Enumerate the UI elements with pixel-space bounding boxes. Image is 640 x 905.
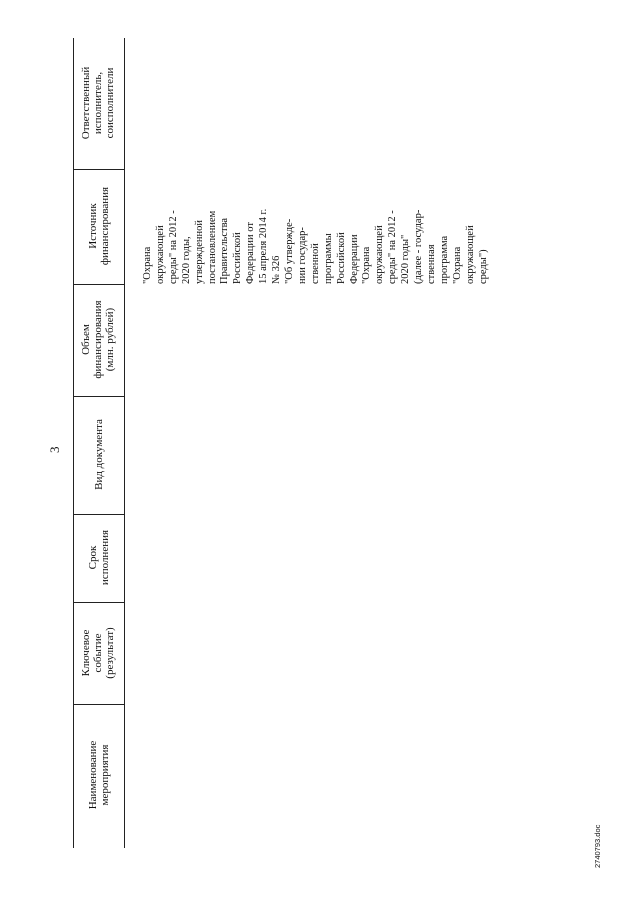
source-cell-line: "Охрана: [361, 246, 373, 284]
source-cell-line: 15 апреля 2014 г.: [258, 208, 270, 284]
source-cell-line: окружающей: [464, 225, 476, 284]
source-cell-line: среды"): [477, 249, 489, 284]
header-volume-line-2: финансирования: [92, 300, 104, 379]
source-cell-line: Правительства: [219, 217, 231, 284]
table-top-line: [73, 38, 74, 848]
source-cell-line: Федерации от: [245, 222, 257, 284]
source-cell-line: ственная: [425, 244, 437, 284]
source-cell-line: программа: [438, 235, 450, 284]
source-cell-line: Российской: [232, 232, 244, 284]
header-source: [87, 169, 111, 283]
source-cell-line: нии государ-: [296, 227, 308, 284]
source-cell-line: окружающей: [374, 225, 386, 284]
source-cell-line: программы: [322, 233, 334, 284]
source-cell-line: Российской: [335, 232, 347, 284]
header-deadline: [87, 514, 111, 601]
table-header-divider: [124, 38, 125, 848]
header-doc-type: [93, 396, 105, 513]
header-volume-line-1: Объем: [80, 324, 92, 355]
header-source-line-2: финансирования: [99, 186, 111, 266]
source-cell-line: (далее - государ-: [413, 209, 425, 284]
source-cell-line: среды" на 2012 -: [167, 210, 179, 284]
header-deadline-line-2: исполнения: [99, 529, 111, 586]
header-volume-line-3: (млн. рублей): [104, 307, 116, 372]
header-key-event: [80, 603, 116, 703]
header-executor-line-1: Ответственный: [80, 66, 92, 140]
source-cell-line: среды" на 2012 -: [387, 210, 399, 284]
source-cell-line: 2020 годы,: [180, 236, 192, 284]
header-executor-line-2: исполнитель,: [92, 71, 104, 135]
page-number: 3: [47, 446, 62, 453]
header-name: [87, 705, 111, 845]
header-key-event-line-3: (результат): [104, 627, 116, 679]
source-cell-line: "Об утвержде-: [283, 218, 295, 284]
header-volume: [80, 284, 116, 395]
source-cell-line: № 326: [271, 255, 283, 284]
source-cell-line: ственной: [309, 243, 321, 284]
source-cell-line: "Охрана: [451, 246, 463, 284]
header-name-line-1: Наименование: [87, 740, 99, 810]
header-executor: [80, 38, 116, 168]
source-cell-line: "Охрана: [142, 246, 153, 284]
source-cell-line: постановлением: [206, 210, 218, 284]
header-source-line-1: Источник: [87, 203, 99, 249]
header-doc-type-line-1: Вид документа: [93, 419, 105, 490]
header-key-event-line-1: Ключевое: [80, 629, 92, 677]
source-cell: [142, 169, 490, 284]
header-executor-line-3: соисполнители: [104, 67, 116, 139]
source-cell-line: Федерации: [348, 234, 360, 284]
source-cell-line: 2020 годы": [400, 234, 412, 284]
header-name-line-2: мероприятия: [99, 744, 111, 806]
header-deadline-line-1: Срок: [87, 545, 99, 570]
source-cell-line: окружающей: [154, 225, 166, 284]
source-cell-line: утвержденной: [193, 219, 205, 284]
header-key-event-line-2: событие: [92, 633, 104, 673]
footer-code: 2740793.doc: [593, 824, 602, 868]
